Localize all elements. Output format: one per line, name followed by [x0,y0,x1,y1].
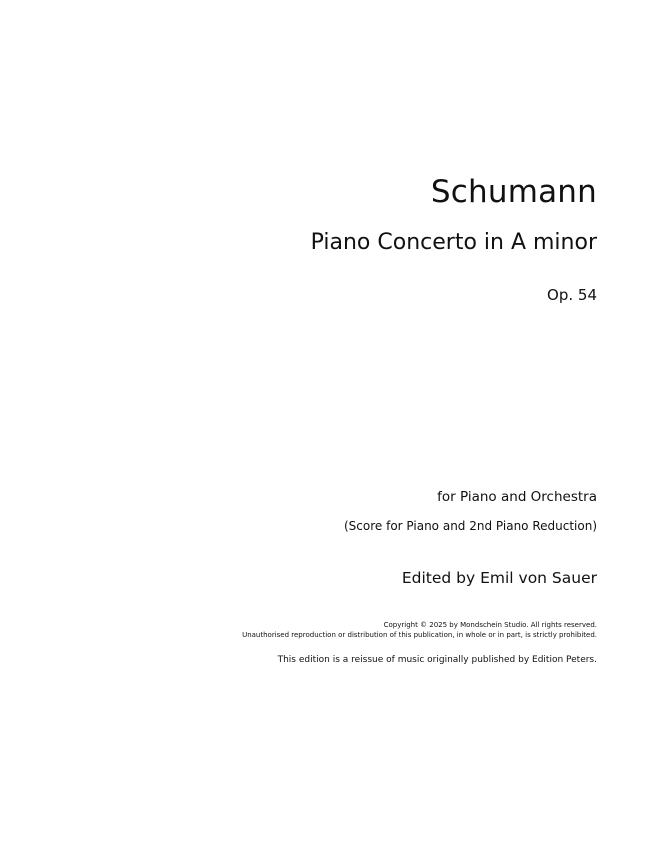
work-title: Piano Concerto in A minor [310,230,597,255]
reissue-note: This edition is a reissue of music originally published by Edition Peters. [277,655,597,665]
copyright-notice: Copyright © 2025 by Mondschein Studio. All rights reserved. [383,621,597,629]
opus-number: Op. 54 [547,286,597,304]
rights-notice: Unauthorised reproduction or distribution of this publication, in whole or in part, is strictly prohibited. [242,631,597,639]
editor-credit: Edited by Emil von Sauer [401,569,597,587]
composer-name: Schumann [430,174,597,210]
scoring-line: for Piano and Orchestra [437,489,597,505]
score-subtitle: (Score for Piano and 2nd Piano Reduction) [344,519,597,533]
